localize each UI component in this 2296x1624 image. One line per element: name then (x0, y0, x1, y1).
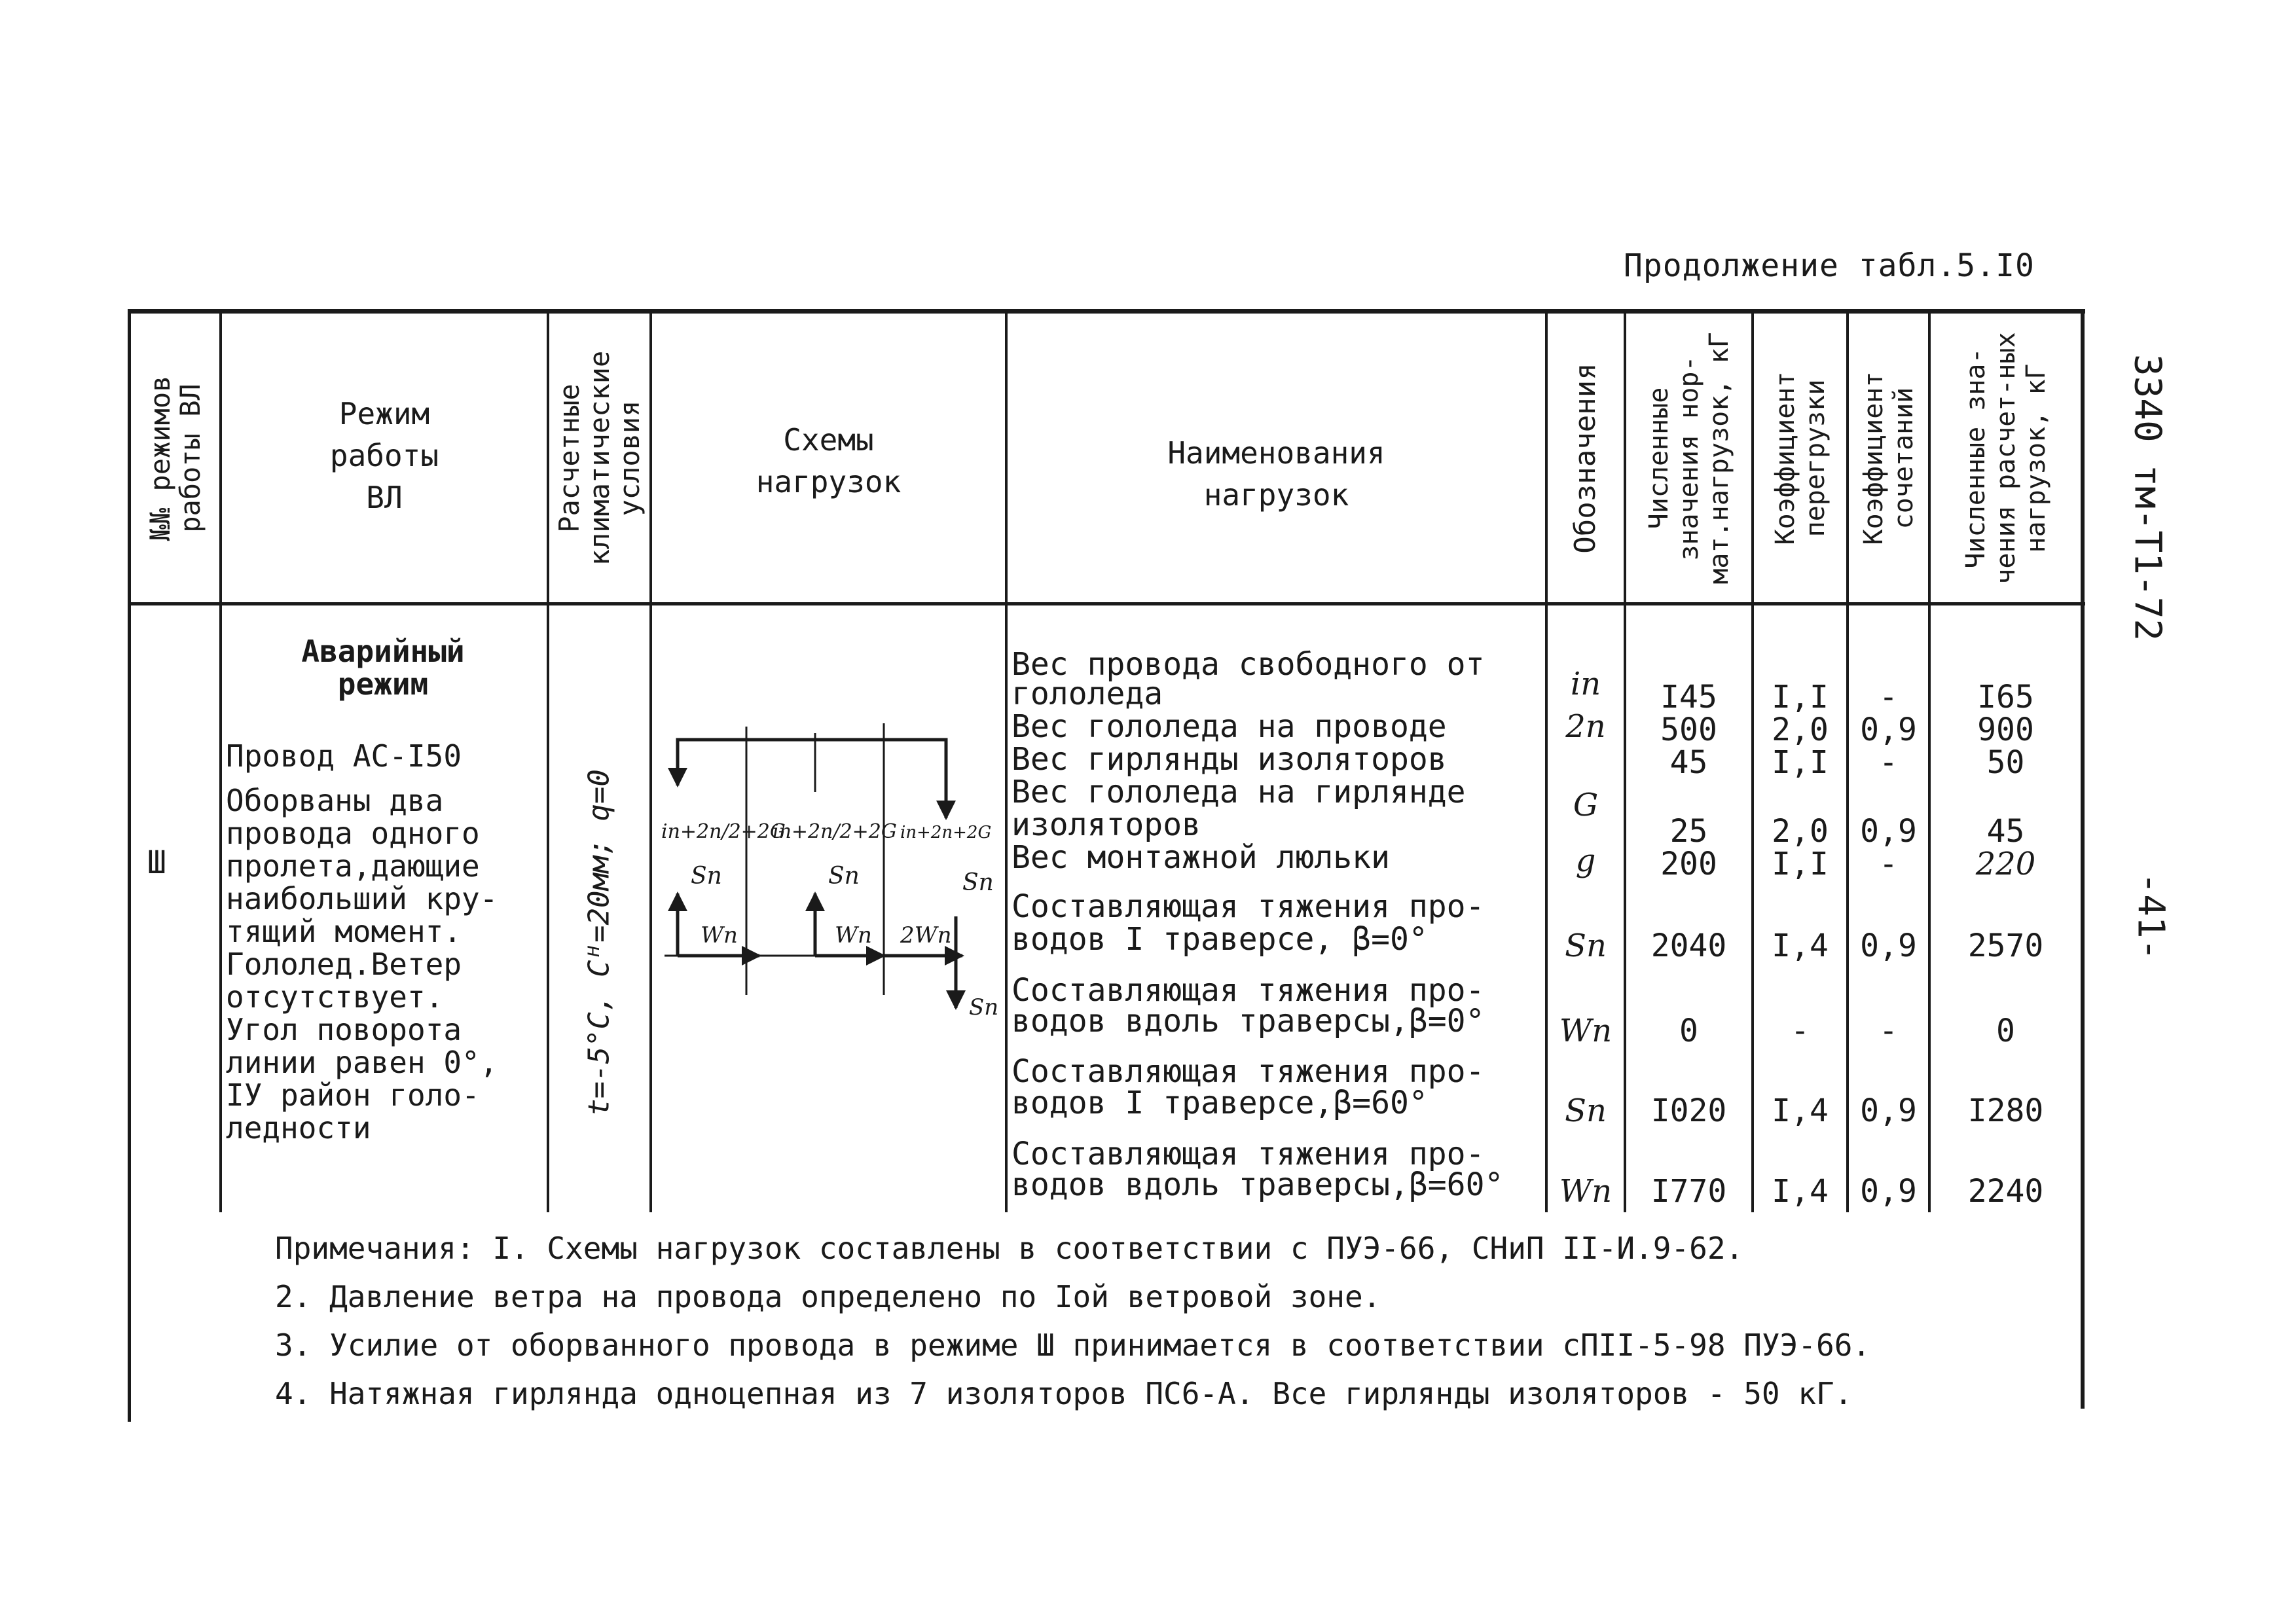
scheme-label: iп+2п+2G (900, 823, 992, 842)
load-name-line: Вес гололеда на гирлянде (1011, 774, 1466, 810)
header-schemes (652, 419, 1005, 503)
mode-desc-line: Угол поворота (226, 1012, 462, 1047)
load-name-line: Вес монтажной люльки (1011, 839, 1390, 876)
header-mode (222, 393, 547, 518)
scheme-label: iп+2п/2+2G (773, 820, 897, 843)
header-overload (1754, 314, 1846, 602)
load-name-line: Составляющая тяжения про- (1011, 1136, 1485, 1172)
page-number (2121, 851, 2180, 982)
scheme-label: Wп (701, 922, 738, 948)
header-names-line: Наименования (1167, 435, 1385, 471)
header-overload-text: Коэффициент перегрузки (1770, 371, 1831, 545)
load-normative: 2040 (1650, 928, 1727, 964)
mode-desc-line: IУ район голо- (226, 1077, 480, 1113)
note-line: 2. Давление ветра на провода определено по Iой ветровой зоне. (275, 1279, 1381, 1314)
load-normative: 0 (1679, 1013, 1698, 1049)
scheme-label: Sп (969, 994, 999, 1020)
table-caption: Продолжение табл.5.I0 (1624, 247, 2035, 284)
load-symbol: Sп (1565, 928, 1607, 964)
note-line: 4. Натяжная гирлянда одноцепная из 7 изоляторов ПС6-А. Все гирлянды изоляторов - 50 кГ. (275, 1376, 1853, 1411)
load-normative: I45 (1660, 679, 1717, 715)
scheme-label: Wп (835, 922, 872, 948)
load-design: 50 (1986, 744, 2025, 781)
load-combination: 0,9 (1860, 712, 1917, 748)
header-schemes-line: Схемы (783, 422, 874, 458)
scheme-label: 2Wп (900, 922, 952, 948)
header-mode-line: работы (329, 438, 439, 473)
header-climate-text: Расчетные климатические условия (553, 350, 646, 566)
load-name-line: Вес гололеда на проводе (1011, 708, 1447, 745)
document-code-text: 3340 тм-Т1-72 (2126, 353, 2169, 641)
load-name-line: Составляющая тяжения про- (1011, 972, 1485, 1009)
load-overload: - (1791, 1013, 1810, 1049)
page-number-text: -41- (2129, 872, 2172, 961)
load-name-line: водов I траверсе, β=0° (1011, 921, 1428, 958)
header-mode-number-text: №№ режимов работы ВЛ (143, 375, 206, 541)
load-combination: 0,9 (1860, 813, 1917, 850)
load-scheme-diagram (655, 707, 1002, 1047)
load-name-line: Вес гирлянды изоляторов (1011, 741, 1447, 778)
load-symbol: g (1575, 842, 1596, 879)
load-name-line: гололеда (1011, 676, 1163, 712)
load-overload: I,4 (1772, 1092, 1829, 1129)
load-normative: 200 (1660, 846, 1717, 882)
load-name-line: водов I траверсе,β=60° (1011, 1085, 1428, 1121)
load-combination: - (1879, 846, 1898, 882)
load-design: 0 (1996, 1013, 2015, 1049)
climate-conditions-text: t=-5°C, Cᴴ=20мм; q=0 (582, 769, 616, 1116)
load-design: 2240 (1967, 1173, 2044, 1210)
header-combination-text: Коэффициент сочетаний (1858, 371, 1919, 545)
mode-desc-line: провода одного (226, 816, 480, 851)
header-schemes-line: нагрузок (756, 464, 902, 499)
mode-desc-line: линии равен 0°, (226, 1045, 498, 1080)
document-code (2108, 327, 2187, 668)
header-design-text: Численные зна-чения расчет-ных нагрузок, кГ (1960, 331, 2051, 585)
header-design (1931, 314, 2081, 602)
mode-desc-line: тящий момент. (226, 914, 462, 949)
load-combination: - (1879, 744, 1898, 781)
load-symbol: Sп (1565, 1092, 1607, 1129)
load-name-line: Вес провода свободного от (1011, 646, 1485, 683)
scheme-crossarm-top (678, 740, 946, 805)
mode-desc-line: пролета,дающие (226, 848, 480, 884)
load-design: I65 (1977, 679, 2034, 715)
load-combination: - (1879, 1013, 1898, 1049)
scheme-label: iп+2п/2+2G (661, 820, 786, 843)
header-mode-line: ВЛ (366, 480, 403, 515)
mode-number: Ш (147, 844, 166, 881)
notes (275, 1224, 1870, 1418)
load-name-line: водов вдоль траверсы,β=0° (1011, 1003, 1485, 1039)
load-combination: 0,9 (1860, 928, 1917, 964)
load-combination: 0,9 (1860, 1173, 1917, 1210)
note-line: 3. Усилие от оборванного провода в режиме Ш принимается в соответствии сПII-5-98 ПУЭ-66. (275, 1327, 1871, 1363)
load-symbol: Wп (1559, 1013, 1613, 1049)
mode-desc-line: наибольший кру- (226, 881, 498, 916)
load-overload: I,I (1772, 679, 1829, 715)
mode-desc-line: отсутствует. (226, 979, 444, 1015)
load-overload: I,4 (1772, 1173, 1829, 1210)
load-name-line: Составляющая тяжения про- (1011, 888, 1485, 925)
load-name-line: водов вдоль траверсы,β=60° (1011, 1166, 1504, 1203)
mode-desc-line: Оборваны два (226, 783, 444, 818)
header-normative-text: Численные значения нор-мат.нагрузок, кГ (1643, 331, 1734, 585)
load-combination: - (1879, 679, 1898, 715)
table-right-border (2081, 309, 2085, 1409)
note-line: Примечания: I. Схемы нагрузок составлены в соответствии с ПУЭ-66, СНиП II-И.9-62. (275, 1231, 1744, 1266)
header-bottom-border (128, 602, 2085, 605)
load-overload: 2,0 (1772, 813, 1829, 850)
header-names (1008, 432, 1545, 516)
header-designation-text: Обозначения (1569, 362, 1602, 554)
mode-description (226, 635, 540, 1144)
scheme-label: Sп (691, 863, 722, 890)
mode-title-line: Аварийный (301, 634, 465, 669)
mode-wire: Провод АС-I50 (226, 738, 462, 774)
table-top-border (128, 309, 2085, 314)
load-name-line: изоляторов (1011, 806, 1201, 843)
load-normative: I770 (1650, 1173, 1727, 1210)
load-symbol: G (1573, 787, 1599, 823)
load-normative: 45 (1669, 744, 1708, 781)
header-combination (1849, 314, 1928, 602)
header-mode-line: Режим (338, 396, 430, 431)
scheme-label: Sп (962, 869, 994, 896)
load-overload: I,4 (1772, 928, 1829, 964)
load-combination: 0,9 (1860, 1092, 1917, 1129)
scheme-label: Sп (828, 863, 860, 890)
load-design: I280 (1967, 1092, 2044, 1129)
load-design: 900 (1977, 712, 2034, 748)
header-names-line: нагрузок (1203, 477, 1349, 513)
mode-desc-line: Гололед.Ветер (226, 947, 462, 982)
header-climate (549, 314, 649, 602)
load-symbol: Wп (1559, 1173, 1613, 1210)
load-symbol: 2п (1565, 708, 1606, 745)
load-design: 2570 (1967, 928, 2044, 964)
load-normative: I020 (1650, 1092, 1727, 1129)
load-normative: 500 (1660, 712, 1717, 748)
load-overload: I,I (1772, 846, 1829, 882)
load-design: 220 (1975, 846, 2036, 882)
header-designation (1548, 314, 1624, 602)
header-normative (1626, 314, 1751, 602)
load-overload: I,I (1772, 744, 1829, 781)
header-mode-number (131, 314, 219, 602)
climate-conditions (550, 753, 648, 1132)
load-name-line: Составляющая тяжения про- (1011, 1053, 1485, 1090)
load-design: 45 (1986, 813, 2025, 850)
mode-title-line: режим (337, 666, 429, 702)
load-normative: 25 (1669, 813, 1708, 850)
load-symbol: iп (1570, 666, 1601, 702)
mode-desc-line: ледности (226, 1110, 371, 1146)
load-overload: 2,0 (1772, 712, 1829, 748)
